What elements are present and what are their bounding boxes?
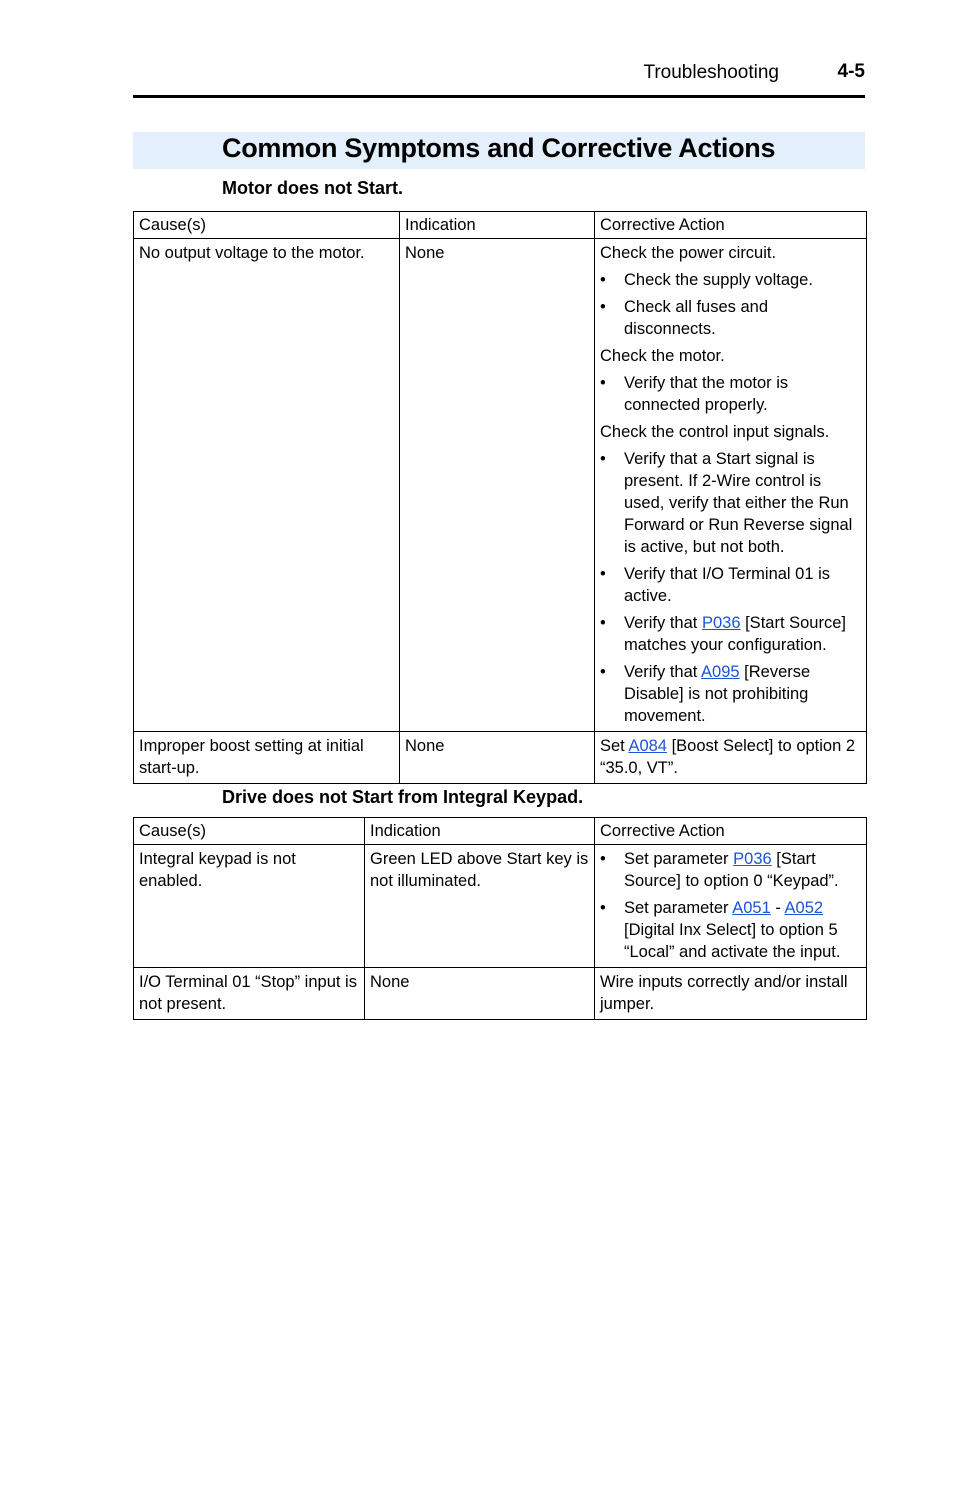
list-item xyxy=(600,848,862,892)
list-item-text: Verify that I/O Terminal 01 is active. xyxy=(624,565,831,605)
list-item-text: Verify that xyxy=(624,614,702,632)
bullet-icon: • xyxy=(600,271,606,289)
bullet-icon: • xyxy=(600,850,606,868)
action-text: [Boost Select] to option 2 “35.0, VT”. xyxy=(600,737,856,777)
list-item-text: - xyxy=(770,899,785,917)
column-header-indication: Indication xyxy=(400,212,595,239)
keypad-start-table xyxy=(133,817,867,1020)
table-row xyxy=(134,732,867,784)
column-header-cause: Cause(s) xyxy=(134,212,400,239)
column-header-indication: Indication xyxy=(365,818,595,845)
list-item-text: Check the supply voltage. xyxy=(624,271,813,289)
bullet-icon: • xyxy=(600,663,606,681)
action-text: Set xyxy=(600,737,629,755)
list-item xyxy=(600,661,862,727)
table-header-row xyxy=(134,212,867,239)
cause-cell: Improper boost setting at initial start-up. xyxy=(134,732,400,784)
action-cell: Wire inputs correctly and/or install jumper. xyxy=(595,968,867,1020)
list-item-text: Verify that a Start signal is present. If 2-Wire control is used, verify that either the Run Forward or Run Reverse signal is active, but not both. xyxy=(624,450,853,556)
cause-cell: I/O Terminal 01 “Stop” input is not present. xyxy=(134,968,365,1020)
list-item xyxy=(600,897,862,963)
column-header-action: Corrective Action xyxy=(595,818,867,845)
action-cell xyxy=(595,732,867,784)
param-link-a095[interactable]: A095 xyxy=(701,663,740,681)
action-list xyxy=(600,448,862,727)
list-item-text: Set parameter xyxy=(624,850,734,868)
bullet-icon: • xyxy=(600,899,606,917)
motor-start-table xyxy=(133,211,867,784)
action-step: Check the control input signals. xyxy=(600,423,830,441)
list-item xyxy=(600,612,862,656)
indication-cell: None xyxy=(365,968,595,1020)
indication-cell: None xyxy=(400,239,595,732)
list-item-text: [Start Source] matches your configuration. xyxy=(624,614,846,654)
list-item-text: Check all fuses and disconnects. xyxy=(624,298,768,338)
header-rule xyxy=(133,95,865,98)
section-heading-motor: Motor does not Start. xyxy=(222,178,403,198)
bullet-icon: • xyxy=(600,298,606,316)
indication-cell: None xyxy=(400,732,595,784)
param-link-a051[interactable]: A051 xyxy=(732,899,771,917)
param-link-a052[interactable]: A052 xyxy=(784,899,824,917)
action-cell xyxy=(595,239,867,732)
action-step: Check the power circuit. xyxy=(600,244,777,262)
table-row xyxy=(134,968,867,1020)
section-name: Troubleshooting xyxy=(643,62,779,83)
page-number: 4-5 xyxy=(837,61,865,82)
page-header xyxy=(133,60,865,88)
list-item-text: Set parameter xyxy=(624,899,733,917)
page-title: Common Symptoms and Corrective Actions xyxy=(222,133,776,163)
action-step: Check the motor. xyxy=(600,347,725,365)
indication-cell: Green LED above Start key is not illuminated. xyxy=(365,845,595,968)
param-link-p036[interactable]: P036 xyxy=(701,614,741,632)
action-list xyxy=(600,848,862,963)
cause-cell: Integral keypad is not enabled. xyxy=(134,845,365,968)
section-heading-keypad: Drive does not Start from Integral Keypad. xyxy=(222,787,584,807)
list-item xyxy=(600,372,862,416)
param-link-a084[interactable]: A084 xyxy=(628,737,667,755)
bullet-icon: • xyxy=(600,374,606,392)
title-band xyxy=(133,132,865,169)
list-item xyxy=(600,448,862,558)
list-item-text: [Reverse Disable] is not prohibiting movement. xyxy=(624,663,811,725)
list-item-text: [Digital Inx Select] to option 5 “Local” and activate the input. xyxy=(624,921,841,961)
cause-cell: No output voltage to the motor. xyxy=(134,239,400,732)
bullet-icon: • xyxy=(600,450,606,468)
table-row xyxy=(134,239,867,732)
table-row xyxy=(134,845,867,968)
list-item-text: [Start Source] to option 0 “Keypad”. xyxy=(624,850,839,890)
list-item-text: Verify that xyxy=(624,663,702,681)
table-header-row xyxy=(134,818,867,845)
list-item-text: Verify that the motor is connected properly. xyxy=(624,374,789,414)
action-list xyxy=(600,372,862,416)
list-item xyxy=(600,296,862,340)
column-header-action: Corrective Action xyxy=(595,212,867,239)
column-header-cause: Cause(s) xyxy=(134,818,365,845)
list-item xyxy=(600,269,862,291)
param-link-p036[interactable]: P036 xyxy=(733,850,772,868)
list-item xyxy=(600,563,862,607)
bullet-icon: • xyxy=(600,614,606,632)
action-list xyxy=(600,269,862,340)
action-cell xyxy=(595,845,867,968)
bullet-icon: • xyxy=(600,565,606,583)
